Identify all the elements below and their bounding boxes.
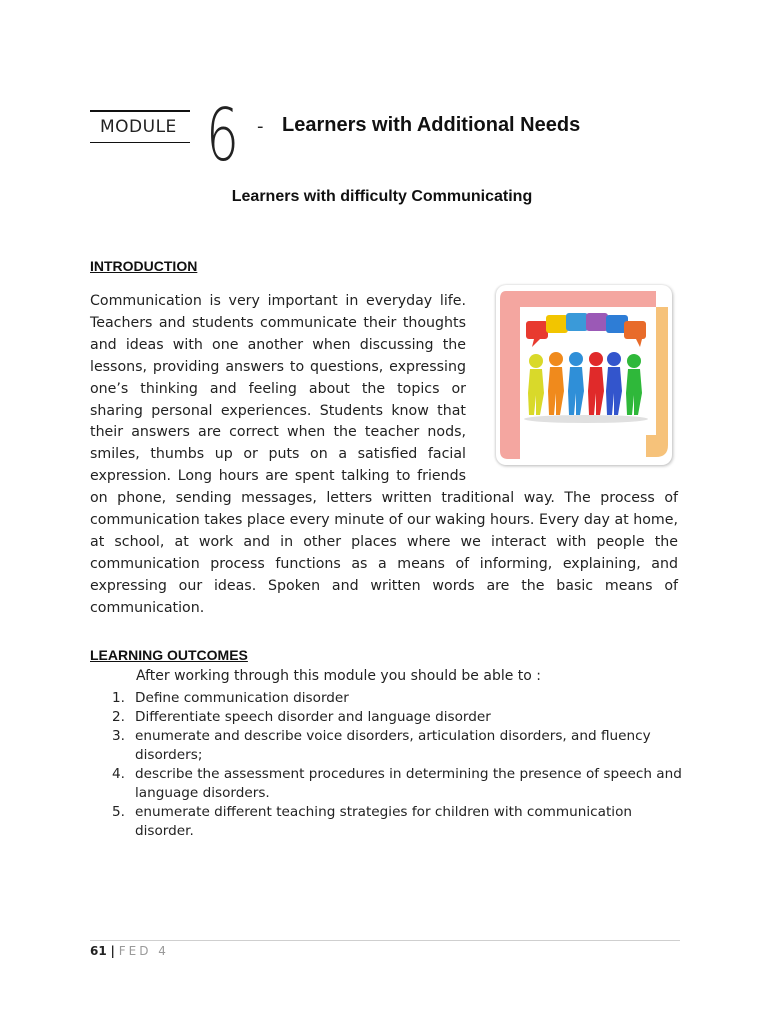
module-title: Learners with Additional Needs <box>282 114 581 136</box>
illustration <box>480 285 678 477</box>
illustration-frame <box>496 285 672 465</box>
ground-shadow <box>524 415 648 423</box>
list-item-number: 3. <box>112 728 125 744</box>
list-item-text: describe the assessment procedures in determining the presence of speech and language disorders. <box>135 766 682 801</box>
module-label: MODULE <box>100 117 177 137</box>
list-item <box>90 727 690 765</box>
list-item-text: Define communication disorder <box>135 690 349 706</box>
puzzle-piece-red <box>526 321 548 339</box>
list-item-text: Differentiate speech disorder and language disorder <box>135 709 491 725</box>
introduction-paragraph-block <box>90 291 678 620</box>
list-item-number: 4. <box>112 766 125 782</box>
page-footer <box>90 944 169 958</box>
footer-divider <box>90 940 680 941</box>
puzzle-piece-blue <box>566 313 588 331</box>
list-item <box>90 803 690 841</box>
person-green <box>626 354 642 415</box>
puzzle-piece-yellow <box>546 315 568 333</box>
module-subtitle <box>0 188 768 206</box>
introduction-heading: INTRODUCTION <box>90 258 198 274</box>
list-item-number: 1. <box>112 690 125 706</box>
person-yellow <box>528 354 544 415</box>
learning-outcomes-heading: LEARNING OUTCOMES <box>90 647 248 663</box>
introduction-paragraph: Communication is very important in everyday life. Teachers and students communicate their thoughts and ideas with one another when discussing the lessons, providing answers to questions, expressing one’s thinking and feeling about the topics or sharing personal experiences. Students know that their answers are correct when the teacher nods, smiles, thumbs up or puts on a satisfied facial expression. Long hours are spent talking to friends on phone, sending messages, letters written traditional way. The process of communication takes place every minute of our waking hours. Every day at home, at school, at work and in other places where we interact with people the communication process functions as a means of informing, explaining, and expressing our ideas. Spoken and written words are the basic means of communication. <box>90 293 678 616</box>
list-item-number: 5. <box>112 804 125 820</box>
list-item <box>90 689 690 708</box>
page-number: 61 <box>90 944 107 958</box>
module-number: 6 <box>206 93 239 177</box>
title-separator: - <box>257 116 264 137</box>
list-item-text: enumerate different teaching strategies for children with communication disorder. <box>135 804 633 839</box>
course-code: FED 4 <box>118 944 169 958</box>
people-with-puzzle-speech-bubbles-icon <box>496 285 672 465</box>
list-item <box>90 765 690 803</box>
list-item <box>90 708 690 727</box>
learning-outcomes-list <box>90 689 690 841</box>
learning-outcomes-intro: After working through this module you should be able to : <box>136 668 542 684</box>
puzzle-piece-orange <box>624 321 646 339</box>
module-subtitle-text: Learners with difficulty Communicating <box>231 188 533 205</box>
footer-separator: | <box>110 944 115 958</box>
list-item-number: 2. <box>112 709 125 725</box>
list-item-text: enumerate and describe voice disorders, articulation disorders, and fluency disorders; <box>135 728 651 763</box>
puzzle-piece-purple <box>586 313 608 331</box>
